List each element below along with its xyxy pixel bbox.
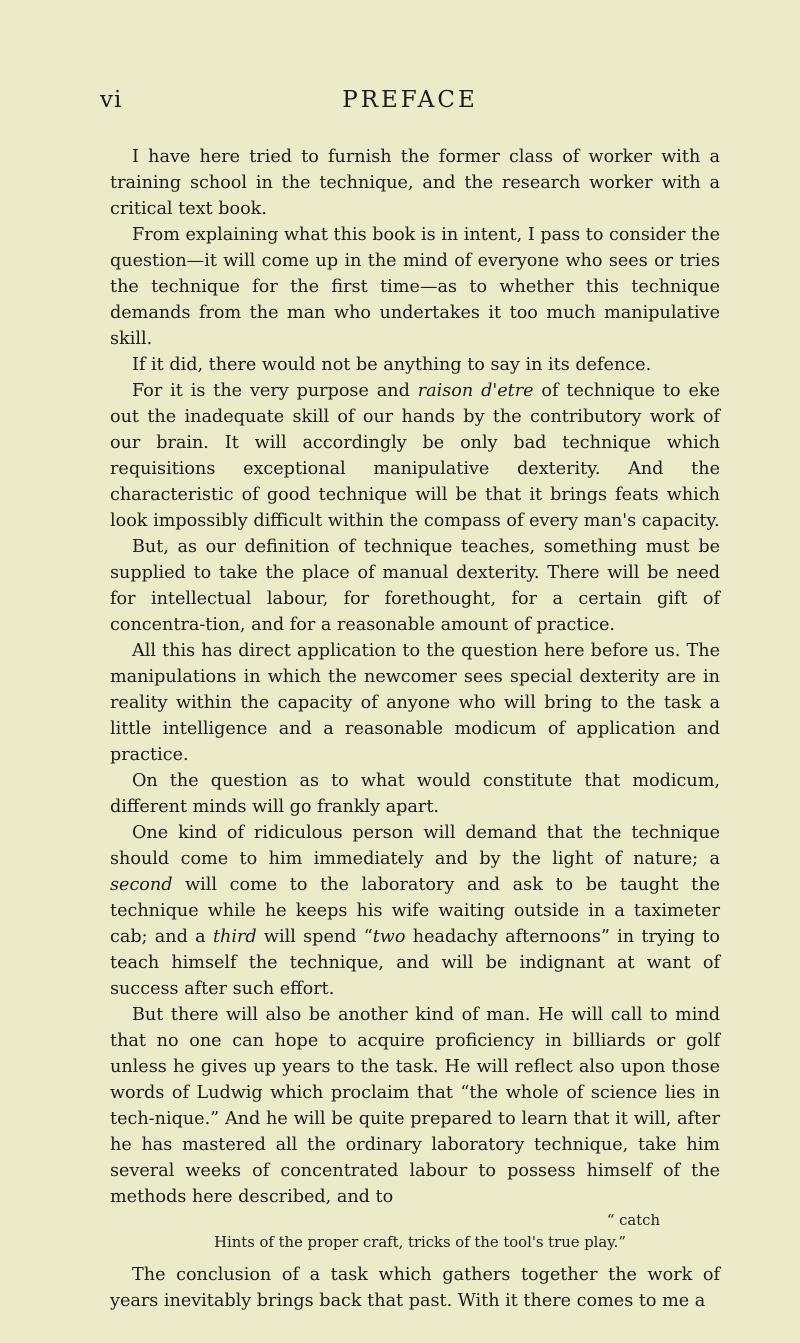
text-run: For it is the very purpose and (132, 381, 418, 401)
paragraph (110, 352, 720, 378)
text-run: will come to the laboratory and ask to be taught the technique while he keeps his wife waiting outside in a taximeter cab; and a (110, 875, 720, 947)
text-run: If it did, there would not be anything to say in its defence. (132, 355, 652, 375)
italic-text: second (110, 875, 173, 895)
text-run: headachy afternoons” in trying to teach himself the technique, and will be indignant at want of success after such effort. (110, 927, 720, 999)
closing-paragraph (110, 1262, 720, 1314)
paragraph (110, 534, 720, 638)
page-header (100, 87, 720, 117)
text-run: The conclusion of a task which gathers together the work of years inevitably brings back that past. With it there comes to me a (110, 1265, 720, 1311)
italic-text: two (372, 927, 406, 947)
verse-quote (110, 1210, 720, 1254)
text-run: On the question as to what would constitute that modicum, different minds will go frankly apart. (110, 771, 720, 817)
paragraph (110, 378, 720, 534)
italic-text: third (212, 927, 257, 947)
paragraph (110, 638, 720, 768)
paragraph (110, 820, 720, 1002)
page-number: vi (100, 87, 123, 113)
italic-text: raison d'etre (417, 381, 534, 401)
text-run: But there will also be another kind of man. He will call to mind that no one can hope to acquire proficiency in billiards or golf unless he gives up years to the task. He will reflect also upon those words of Ludwig which proclaim that “the whole of science lies in tech-nique.” And he will be quite prepared to learn that it will, after he has mastered all the ordinary laboratory technique, take him several weeks of concentrated labour to possess himself of the methods here described, and to (110, 1005, 720, 1207)
paragraph (110, 768, 720, 820)
text-run: All this has direct application to the question here before us. The manipulations in which the newcomer sees special dexterity are in reality within the capacity of anyone who will bring to the task a little intelligence and a reasonable modicum of application and practice. (110, 641, 720, 765)
paragraph (110, 222, 720, 352)
text-run: will spend “ (256, 927, 373, 947)
text-run: From explaining what this book is in intent, I pass to consider the question—it will come up in the mind of everyone who sees or tries the technique for the first time—as to whether this technique demands from the man who undertakes it too much manipulative skill. (110, 225, 720, 349)
paragraph (110, 1002, 720, 1210)
text-run: of technique to eke out the inadequate skill of our hands by the contributory work of our brain. It will accordingly be only bad technique which requisitions exceptional manipulative dexterity. And the characteristic of good technique will be that it brings feats which look impossibly difficult within the compass of every man's capacity. (110, 381, 720, 531)
quote-line-1: “ catch (606, 1212, 660, 1229)
paragraph (110, 144, 720, 222)
paragraphs (110, 144, 720, 1210)
text-run: I have here tried to furnish the former class of worker with a training school in the technique, and the research worker with a critical text book. (110, 147, 720, 219)
text-run: One kind of ridiculous person will demand that the technique should come to him immediately and by the light of nature; a (110, 823, 720, 869)
running-head: PREFACE (342, 87, 478, 113)
quote-line-2: Hints of the proper craft, tricks of the tool's true play.” (214, 1234, 626, 1251)
text-run: But, as our definition of technique teaches, something must be supplied to take the place of manual dexterity. There will be need for intellectual labour, for forethought, for a certain gift of concentra-tion, and for a reasonable amount of practice. (110, 537, 720, 635)
body-text (110, 144, 720, 1314)
